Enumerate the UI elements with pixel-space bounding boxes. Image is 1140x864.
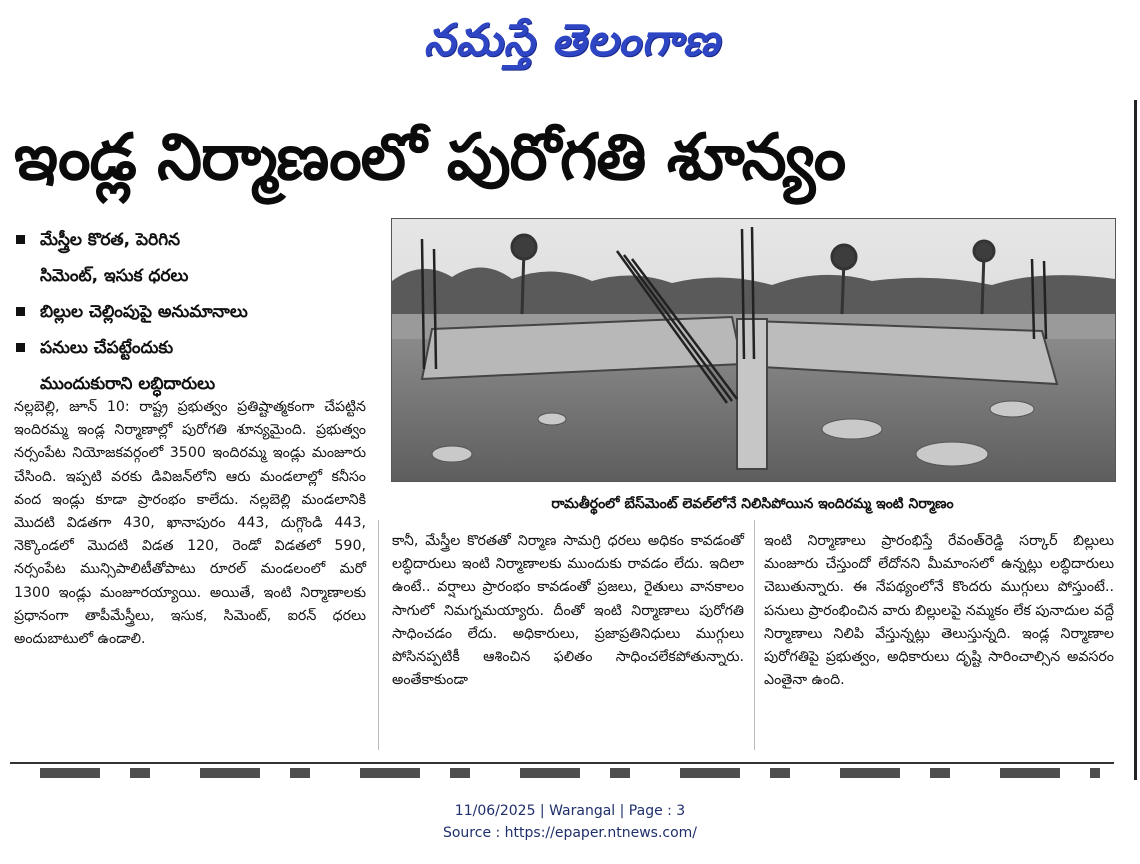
newspaper-masthead: నమస్తే తెలంగాణ (423, 15, 721, 66)
bullet-line: సిమెంట్, ఇసుక ధరలు (40, 266, 189, 286)
construction-site-image (392, 219, 1115, 481)
page-edge-rule (1134, 100, 1137, 780)
cropped-next-article-edge (40, 768, 1100, 778)
highlight-bullets (14, 222, 384, 402)
source-link[interactable]: Source : https://epaper.ntnews.com/ (442, 825, 698, 841)
bullet-line: పనులు చేపట్టేందుకు (40, 338, 174, 358)
article-column-3: ఇంటి నిర్మాణాలు ప్రారంభిస్తే రేవంత్‌రెడ్డి సర్కార్ బిల్లులు మంజూరు చేస్తుందో లేదోనని మీమాంసలో ఉన్నట్లు లబ్ధిదారులు చెబుతున్నారు. ఈ నేపథ్యంలోనే కొందరు ముగ్గులు పోస్తుంటే.. పనులు ప్రారంభించిన వారు బిల్లులపై నమ్మకం లేక పునాదుల వద్దే నిర్మాణాలు నిలిపి వేస్తున్నట్లు తెలుస్తున్నది. ఇండ్ల నిర్మాణాల పురోగతిపై ప్రభుత్వం, అధికారులు దృష్టి సారించాల్సిన అవసరం ఎంతైనా ఉంది. (764, 533, 1114, 689)
bottom-divider (10, 762, 1114, 764)
bullet-line: ముందుకురాని లబ్ధిదారులు (40, 374, 216, 394)
photo-caption: రామతీర్థంలో బేస్‌మెంట్ లెవల్‌లోనే నిలిసిపోయిన ఇందిరమ్మ ఇంటి నిర్మాణం (551, 496, 954, 512)
article-column-1: నల్లబెల్లి, జూన్ 10: రాష్ట్ర ప్రభుత్వం ప్రతిష్టాత్మకంగా చేపట్టిన ఇందిరమ్మ ఇండ్ల నిర్మాణాల్లో పురోగతి శూన్యమైంది. ప్రభుత్వం నర్సంపేట నియోజకవర్గంలో 3500 ఇందిరమ్మ ఇండ్లు మంజూరు చేసింది. ఇప్పటి వరకు డివిజన్‌లోని ఆరు మండలాల్లో కనీసం వంద ఇండ్లు కూడా ప్రారంభం కాలేదు. నల్లబెల్లి మండలానికి మొదటి విడతగా 430, ఖానాపురం 443, దుగ్గొండి 443, నెక్కొండలో మొదటి విడత 120, రెండో విడతలో 590, నర్సంపేట మున్సిపాలిటీతోపాటు రూరల్ మండలంలో మరో 1300 ఇండ్లు మంజూరయ్యాయి. అయితే, ఇంటి నిర్మాణాలకు ప్రధానంగా తాపీమేస్త్రీలు, ఇసుక, సిమెంట్, ఐరన్ ధరలు అందుబాటులో ఉండాలి. (14, 399, 366, 648)
column-divider (754, 520, 755, 750)
bullet-item (14, 294, 384, 330)
bullet-line: బిల్లుల చెల్లింపుపై అనుమానాలు (40, 302, 248, 322)
bullet-item (14, 330, 384, 402)
edition-info: 11/06/2025 | Warangal | Page : 3 (454, 803, 686, 819)
column-divider (378, 520, 379, 750)
article-column-2: కానీ, మేస్త్రీల కొరతతో నిర్మాణ సామగ్రి ధరలు అధికం కావడంతో లబ్ధిదారులు ఇంటి నిర్మాణాలకు ముందుకు రావడం లేదు. ఇదిలా ఉంటే.. వర్షాలు ప్రారంభం కావడంతో ప్రజలు, రైతులు వానకాలం సాగులో నిమగ్నమయ్యారు. దీంతో ఇంటి నిర్మాణాలు పురోగతి సాధించడం లేదు. అధికారులు, ప్రజాప్రతినిధులు ముగ్గులు పోసినప్పటికీ ఆశించిన ఫలితం సాధించలేకపోతున్నారు. అంతేకాకుండా (392, 533, 744, 689)
source-footer (0, 800, 1140, 844)
bullet-line: మేస్త్రీల కొరత, పెరిగిన (40, 230, 181, 250)
article-photo (391, 218, 1116, 482)
bullet-item (14, 222, 384, 294)
article-headline: ఇండ్ల నిర్మాణంలో పురోగతి శూన్యం (14, 121, 846, 195)
